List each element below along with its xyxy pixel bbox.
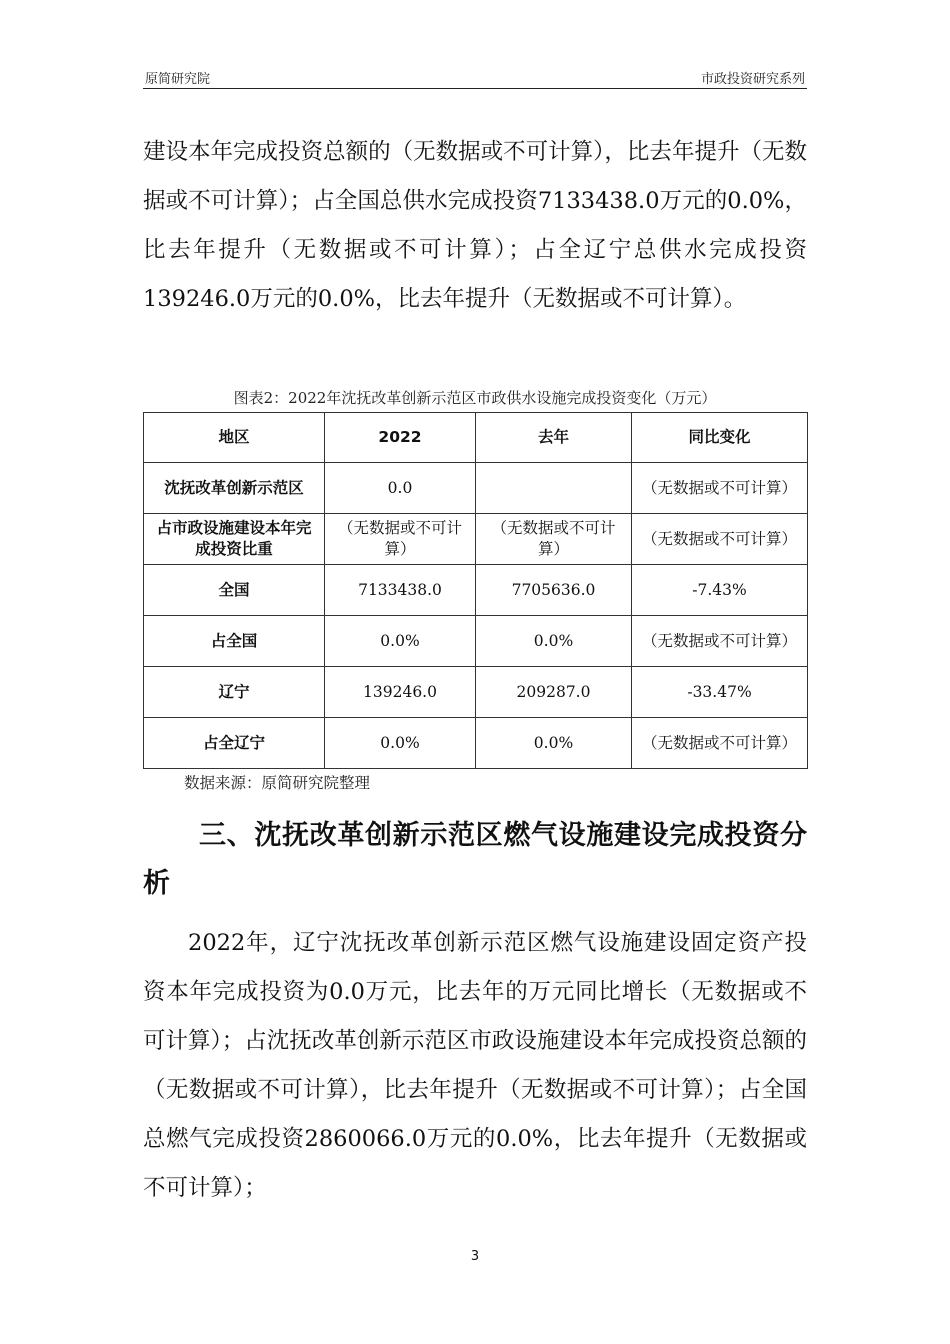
table-row [144, 463, 808, 514]
table-header-row [144, 413, 808, 463]
header-last-year: 去年 [476, 413, 632, 463]
investment-table [143, 412, 808, 769]
cell-last-year: 209287.0 [476, 667, 632, 718]
cell-last-year: 0.0% [476, 616, 632, 667]
header-yoy-change: 同比变化 [632, 413, 808, 463]
cell-2022: （无数据或不可计算） [325, 514, 476, 565]
page-header [143, 66, 807, 89]
row-label: 全国 [144, 565, 325, 616]
cell-change: -33.47% [632, 667, 808, 718]
cell-change: （无数据或不可计算） [632, 514, 808, 565]
row-label: 沈抚改革创新示范区 [144, 463, 325, 514]
section-heading: 三、沈抚改革创新示范区燃气设施建设完成投资分析 [143, 820, 807, 899]
table-row [144, 565, 808, 616]
table-row [144, 667, 808, 718]
cell-2022: 7133438.0 [325, 565, 476, 616]
row-label: 辽宁 [144, 667, 325, 718]
table-source-note: 数据来源：原简研究院整理 [184, 774, 371, 792]
row-label: 占全国 [144, 616, 325, 667]
cell-last-year: 0.0% [476, 718, 632, 769]
header-series-title: 市政投资研究系列 [700, 72, 805, 87]
cell-2022: 0.0% [325, 718, 476, 769]
cell-last-year [476, 463, 632, 514]
table-row [144, 616, 808, 667]
cell-change: （无数据或不可计算） [632, 718, 808, 769]
cell-change: -7.43% [632, 565, 808, 616]
header-region: 地区 [144, 413, 325, 463]
page-number: 3 [470, 1249, 480, 1264]
table-row [144, 718, 808, 769]
cell-last-year: 7705636.0 [476, 565, 632, 616]
row-label: 占全辽宁 [144, 718, 325, 769]
cell-change: （无数据或不可计算） [632, 616, 808, 667]
body-paragraph-2: 2022年，辽宁沈抚改革创新示范区燃气设施建设固定资产投资本年完成投资为0.0万元，比去年的万元同比增长（无数据或不可计算）；占沈抚改革创新示范区市政设施建设本年完成投资总额的（无数据或不可计算），比去年提升（无数据或不可计算）；占全国总燃气完成投资2860066.0万元的0.0%，比去年提升（无数据或不可计算）； [143, 930, 807, 1201]
header-2022: 2022 [325, 413, 476, 463]
cell-change: （无数据或不可计算） [632, 463, 808, 514]
row-label: 占市政设施建设本年完成投资比重 [144, 514, 325, 565]
cell-2022: 0.0% [325, 616, 476, 667]
cell-2022: 139246.0 [325, 667, 476, 718]
header-org-name: 原简研究院 [145, 72, 211, 87]
cell-2022: 0.0 [325, 463, 476, 514]
body-paragraph-1: 建设本年完成投资总额的（无数据或不可计算），比去年提升（无数据或不可计算）；占全国总供水完成投资7133438.0万元的0.0%，比去年提升（无数据或不可计算）；占全辽宁总供水完成投资139246.0万元的0.0%，比去年提升（无数据或不可计算）。 [143, 139, 807, 312]
cell-last-year: （无数据或不可计算） [476, 514, 632, 565]
table-row [144, 514, 808, 565]
table-caption: 图表2：2022年沈抚改革创新示范区市政供水设施完成投资变化（万元） [233, 389, 717, 407]
